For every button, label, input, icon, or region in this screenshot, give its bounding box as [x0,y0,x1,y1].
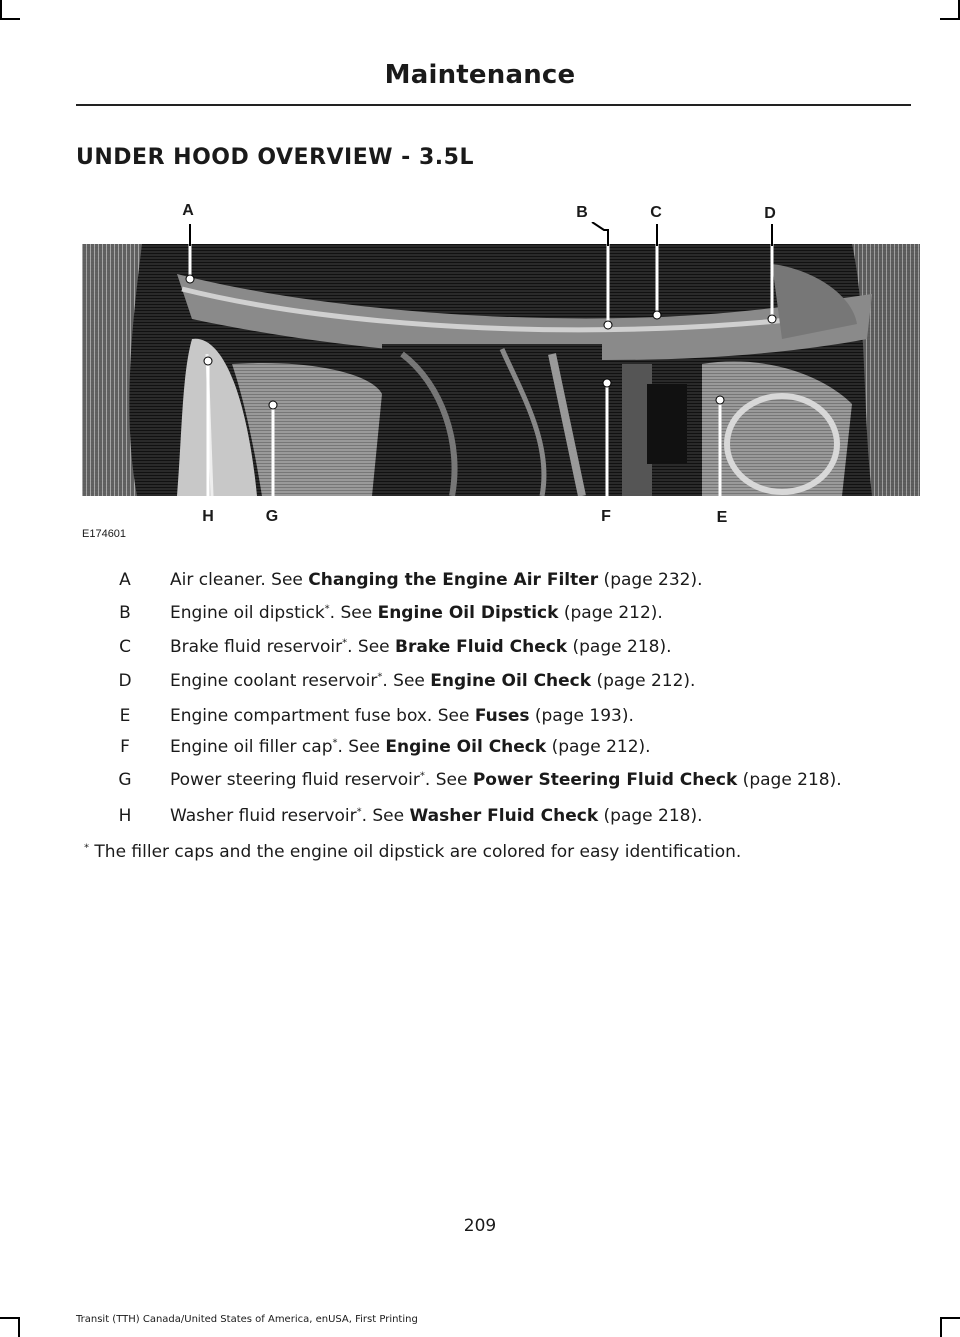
legend-row-g [0,768,960,798]
legend-row-h [0,804,960,834]
legend-row-a [0,568,960,598]
callout-f: F [601,508,611,525]
legend-text: Air cleaner. See Changing the Engine Air Filter (page 232). [170,570,703,590]
footnote-marker: * [342,637,348,649]
cross-reference-link[interactable]: Engine Oil Check [385,737,547,757]
page-footer: Transit (TTH) Canada/United States of America, enUSA, First Printing [76,1314,418,1325]
callout-g: G [265,508,279,525]
legend-text: Engine coolant reservoir*. See Engine Oil Check (page 212). [170,671,696,691]
callout-d: D [764,205,776,222]
footnote-marker: * [419,770,425,782]
legend-row-e [0,704,960,734]
legend-key: A [119,570,131,590]
cross-reference-link[interactable]: Brake Fluid Check [395,637,568,657]
legend-row-d [0,669,960,699]
cross-reference-link[interactable]: Fuses [474,706,530,726]
cross-reference-link[interactable]: Washer Fluid Check [409,806,599,826]
legend-text: Engine oil dipstick*. See Engine Oil Dipstick (page 212). [170,603,663,623]
callout-h: H [202,508,214,525]
legend-row-f [0,735,960,765]
callout-a: A [182,202,194,219]
legend-key: H [118,806,132,826]
callout-leaders [0,222,960,246]
engine-bay-illustration [82,244,920,496]
crop-mark [0,18,20,20]
legend-text: Engine compartment fuse box. See Fuses (page 193). [170,706,634,726]
legend-row-c [0,635,960,665]
legend-key: C [119,637,131,657]
callout-b: B [576,204,588,221]
callout-c: C [650,204,662,221]
header-rule [76,104,911,106]
legend-row-b [0,601,960,631]
crop-mark [0,1317,20,1319]
cross-reference-link[interactable]: Changing the Engine Air Filter [308,570,599,590]
footnote: * The filler caps and the engine oil dipstick are colored for easy identification. [84,842,742,862]
page-header-title: Maintenance [384,60,576,90]
legend-key: E [119,706,131,726]
footnote-marker: * [332,737,338,749]
callout-e: E [716,509,728,526]
footnote-marker: * [356,806,362,818]
cross-reference-link[interactable]: Engine Oil Dipstick [377,603,559,623]
legend-text: Brake fluid reservoir*. See Brake Fluid Check (page 218). [170,637,672,657]
legend-key: D [118,671,132,691]
crop-mark [940,18,960,20]
footnote-marker: * [84,842,89,854]
cross-reference-link[interactable]: Engine Oil Check [430,671,592,691]
crop-mark [940,1319,942,1337]
legend-text: Washer fluid reservoir*. See Washer Fluid Check (page 218). [170,806,703,826]
figure-id: E174601 [82,528,127,540]
legend-key: B [119,603,131,623]
legend-key: G [118,770,132,790]
crop-mark [0,0,2,18]
crop-mark [18,1319,20,1337]
cross-reference-link[interactable]: Power Steering Fluid Check [472,770,738,790]
section-title: UNDER HOOD OVERVIEW - 3.5L [76,145,474,170]
legend-key: F [120,737,130,757]
legend-text: Engine oil filler cap*. See Engine Oil Check (page 212). [170,737,651,757]
legend-text: Power steering fluid reservoir*. See Power Steering Fluid Check (page 218). [170,770,842,790]
page-number: 209 [463,1216,497,1236]
crop-mark [940,1317,960,1319]
footnote-marker: * [324,603,330,615]
footnote-marker: * [377,671,383,683]
